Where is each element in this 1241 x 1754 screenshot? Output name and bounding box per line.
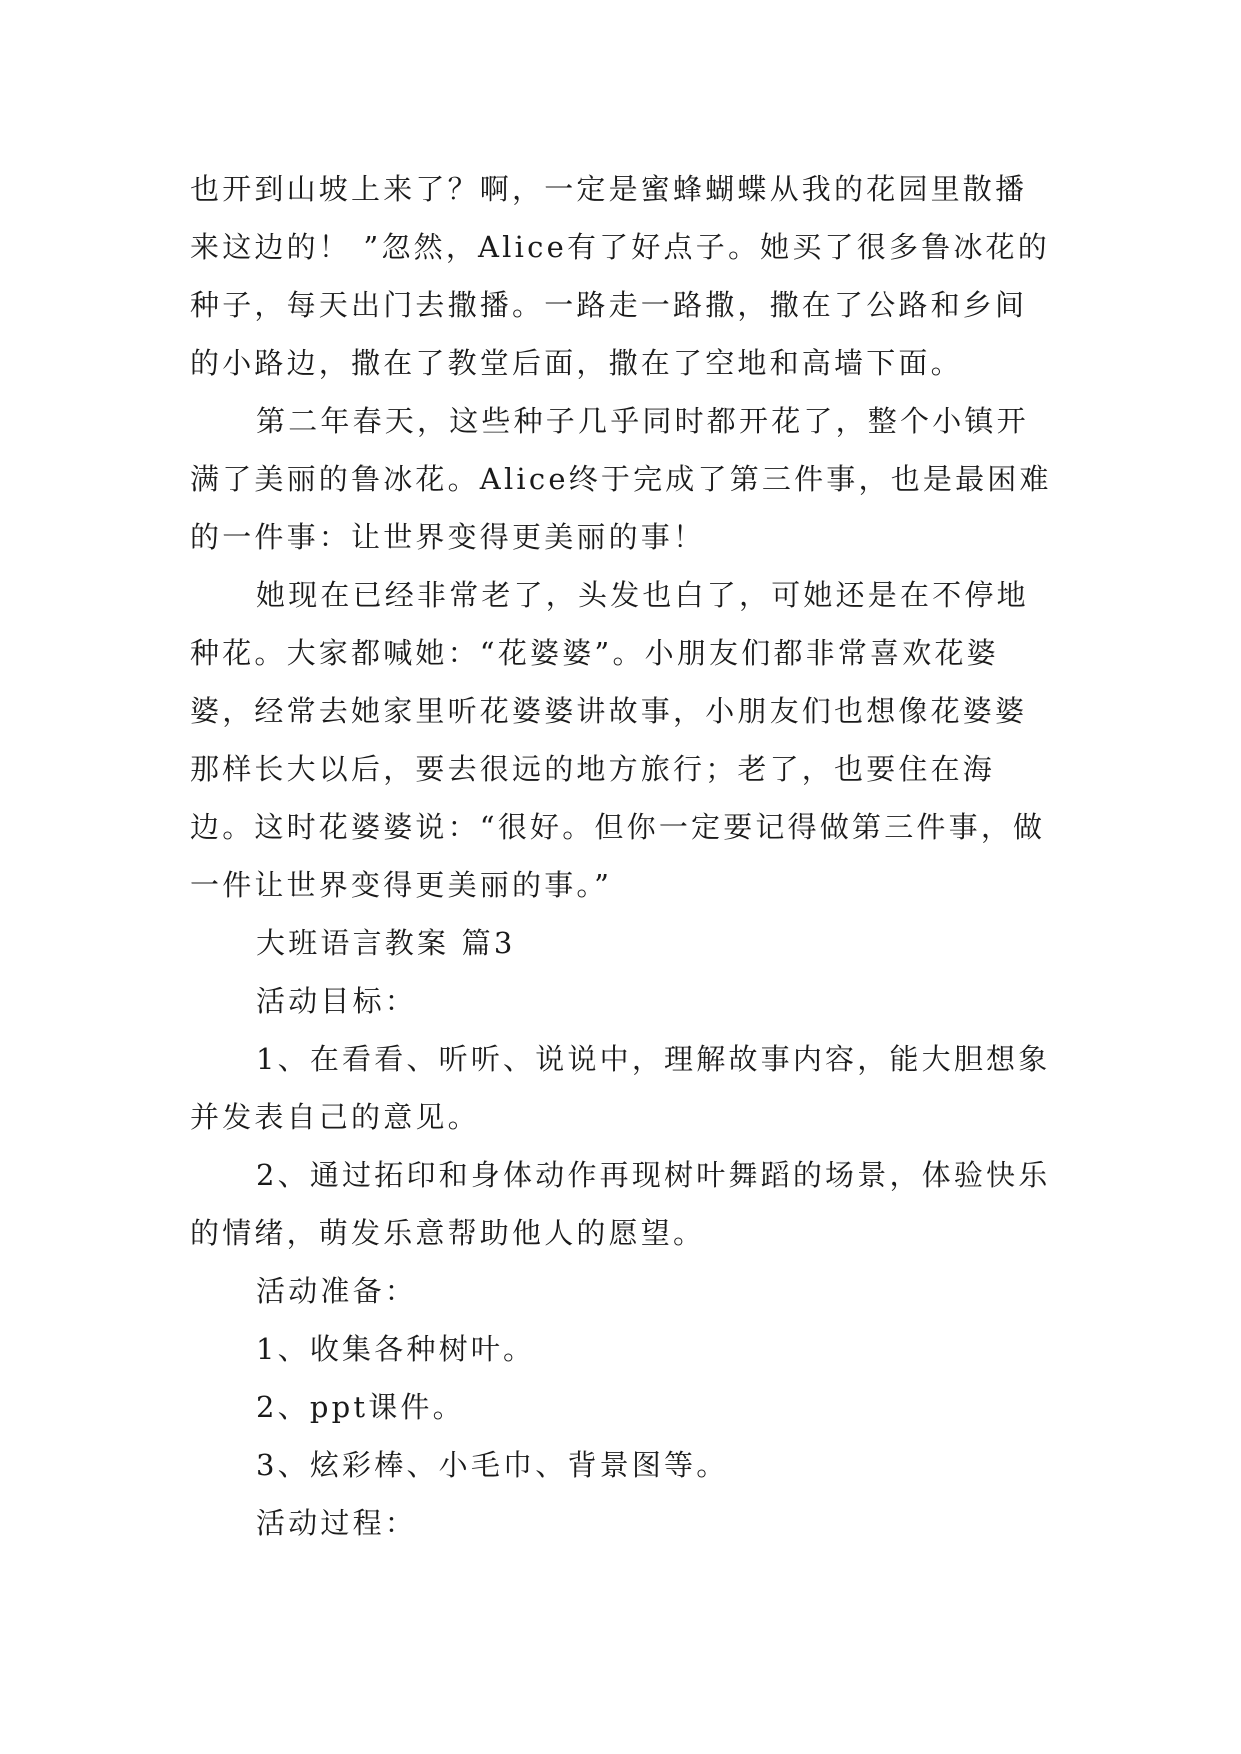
prep-item-2: 2、ppt课件。 [256, 1390, 465, 1424]
paragraph-continuation: 也开到山坡上来了？啊，一定是蜜蜂蝴蝶从我的花园里散播来这边的！ ”忽然，Alice有了好点子。她买了很多鲁冰花的种子，每天出门去撒播。一路走一路撒，撒在了公路和乡间的小路边，撒在了教堂后面，撒在了空地和高墙下面。 [190, 172, 1050, 380]
paragraph-flower-grandma: 她现在已经非常老了，头发也白了，可她还是在不停地种花。大家都喊她：“花婆婆”。小朋友们都非常喜欢花婆婆，经常去她家里听花婆婆讲故事，小朋友们也想像花婆婆那样长大以后，要去很远的地方旅行；老了，也要住在海边。这时花婆婆说：“很好。但你一定要记得做第三件事，做一件让世界变得更美丽的事。” [190, 578, 1046, 902]
goal-item-1: 1、在看看、听听、说说中，理解故事内容，能大胆想象并发表自己的意见。 [190, 1042, 1051, 1134]
activity-process-heading: 活动过程： [256, 1506, 418, 1540]
prep-item-1: 1、收集各种树叶。 [256, 1332, 536, 1366]
document-body [190, 160, 1052, 1552]
prep-item-3: 3、炫彩棒、小毛巾、背景图等。 [256, 1448, 729, 1482]
section-heading: 大班语言教案 篇3 [256, 926, 516, 960]
activity-prep-heading: 活动准备： [256, 1274, 418, 1308]
goal-item-2: 2、通过拓印和身体动作再现树叶舞蹈的场景，体验快乐的情绪，萌发乐意帮助他人的愿望。 [190, 1158, 1051, 1250]
paragraph-second-spring: 第二年春天，这些种子几乎同时都开花了，整个小镇开满了美丽的鲁冰花。Alice终于完成了第三件事，也是最困难的一件事：让世界变得更美丽的事！ [190, 404, 1052, 554]
activity-goals-heading: 活动目标： [256, 984, 418, 1018]
